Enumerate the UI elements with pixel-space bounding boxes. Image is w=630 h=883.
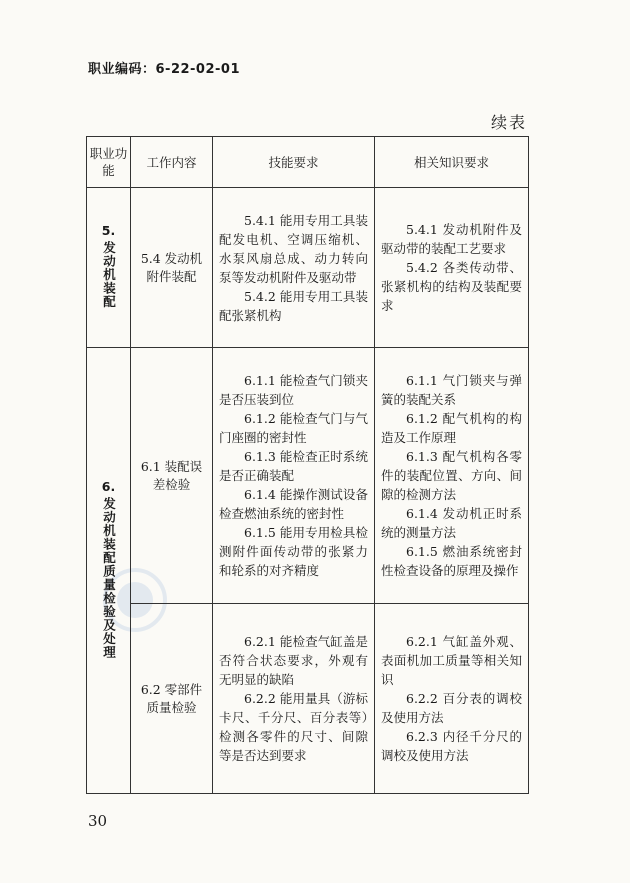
- knowledge-item: 6.2.3 内径千分尺的调校及使用方法: [381, 729, 522, 763]
- skills-cell: [213, 604, 375, 794]
- knowledge-cell: [375, 188, 529, 348]
- function-number: 5.: [101, 222, 116, 238]
- function-cell-5: [87, 188, 131, 348]
- page-number: 30: [88, 812, 108, 830]
- table-row: [87, 604, 529, 794]
- knowledge-item: 6.1.2 配气机构的构造及工作原理: [381, 411, 522, 445]
- skill-item: 6.1.4 能操作测试设备检查燃油系统的密封性: [219, 487, 368, 521]
- table-row: [87, 188, 529, 348]
- knowledge-item: 6.1.1 气门锁夹与弹簧的装配关系: [381, 373, 522, 407]
- skills-cell: [213, 188, 375, 348]
- skill-item: 6.1.5 能用专用检具检测附件面传动带的张紧力和轮系的对齐精度: [219, 525, 368, 578]
- skill-item: 6.1.1 能检查气门锁夹是否压装到位: [219, 373, 368, 407]
- knowledge-item: 6.2.2 百分表的调校及使用方法: [381, 691, 522, 725]
- work-content-cell: 6.1 装配误差检验: [131, 348, 213, 604]
- skill-item: 6.2.1 能检查气缸盖是否符合状态要求，外观有无明显的缺陷: [219, 634, 368, 687]
- knowledge-item: 5.4.2 各类传动带、张紧机构的结构及装配要求: [381, 260, 522, 313]
- function-number: 6.: [101, 478, 116, 494]
- skill-item: 6.1.3 能检查正时系统是否正确装配: [219, 449, 368, 483]
- standards-table: [86, 136, 529, 794]
- skill-item: 6.1.2 能检查气门与气门座圈的密封性: [219, 411, 368, 445]
- skill-item: 5.4.2 能用专用工具装配张紧机构: [219, 288, 368, 323]
- col-header-function: 职业功能: [87, 137, 131, 188]
- function-name: 发动机装配质量检验及处理: [101, 496, 117, 659]
- table-header-row: [87, 137, 529, 188]
- skills-cell: [213, 348, 375, 604]
- knowledge-item: 6.1.3 配气机构各零件的装配位置、方向、间隙的检测方法: [381, 449, 522, 502]
- knowledge-item: 6.1.4 发动机正时系统的测量方法: [381, 506, 522, 540]
- occupation-code: 职业编码：6-22-02-01: [88, 62, 241, 77]
- col-header-skills: 技能要求: [213, 137, 375, 188]
- table-row: [87, 348, 529, 604]
- function-cell-6: [87, 348, 131, 794]
- col-header-work: 工作内容: [131, 137, 213, 188]
- col-header-knowledge: 相关知识要求: [375, 137, 529, 188]
- skill-item: 5.4.1 能用专用工具装配发电机、空调压缩机、水泵风扇总成、动力转向泵等发动机附件及驱动带: [219, 212, 368, 285]
- knowledge-cell: [375, 348, 529, 604]
- work-content-cell: 6.2 零部件质量检验: [131, 604, 213, 794]
- function-name: 发动机装配: [101, 240, 117, 309]
- knowledge-item: 6.1.5 燃油系统密封性检查设备的原理及操作: [381, 544, 522, 578]
- knowledge-cell: [375, 604, 529, 794]
- skill-item: 6.2.2 能用量具（游标卡尺、千分尺、百分表等）检测各零件的尺寸、间隙等是否达到要求: [219, 691, 368, 763]
- work-content-cell: 5.4 发动机附件装配: [131, 188, 213, 348]
- knowledge-item: 6.2.1 气缸盖外观、表面机加工质量等相关知识: [381, 634, 522, 687]
- continued-label: 续表: [490, 113, 527, 132]
- knowledge-item: 5.4.1 发动机附件及驱动带的装配工艺要求: [381, 222, 522, 256]
